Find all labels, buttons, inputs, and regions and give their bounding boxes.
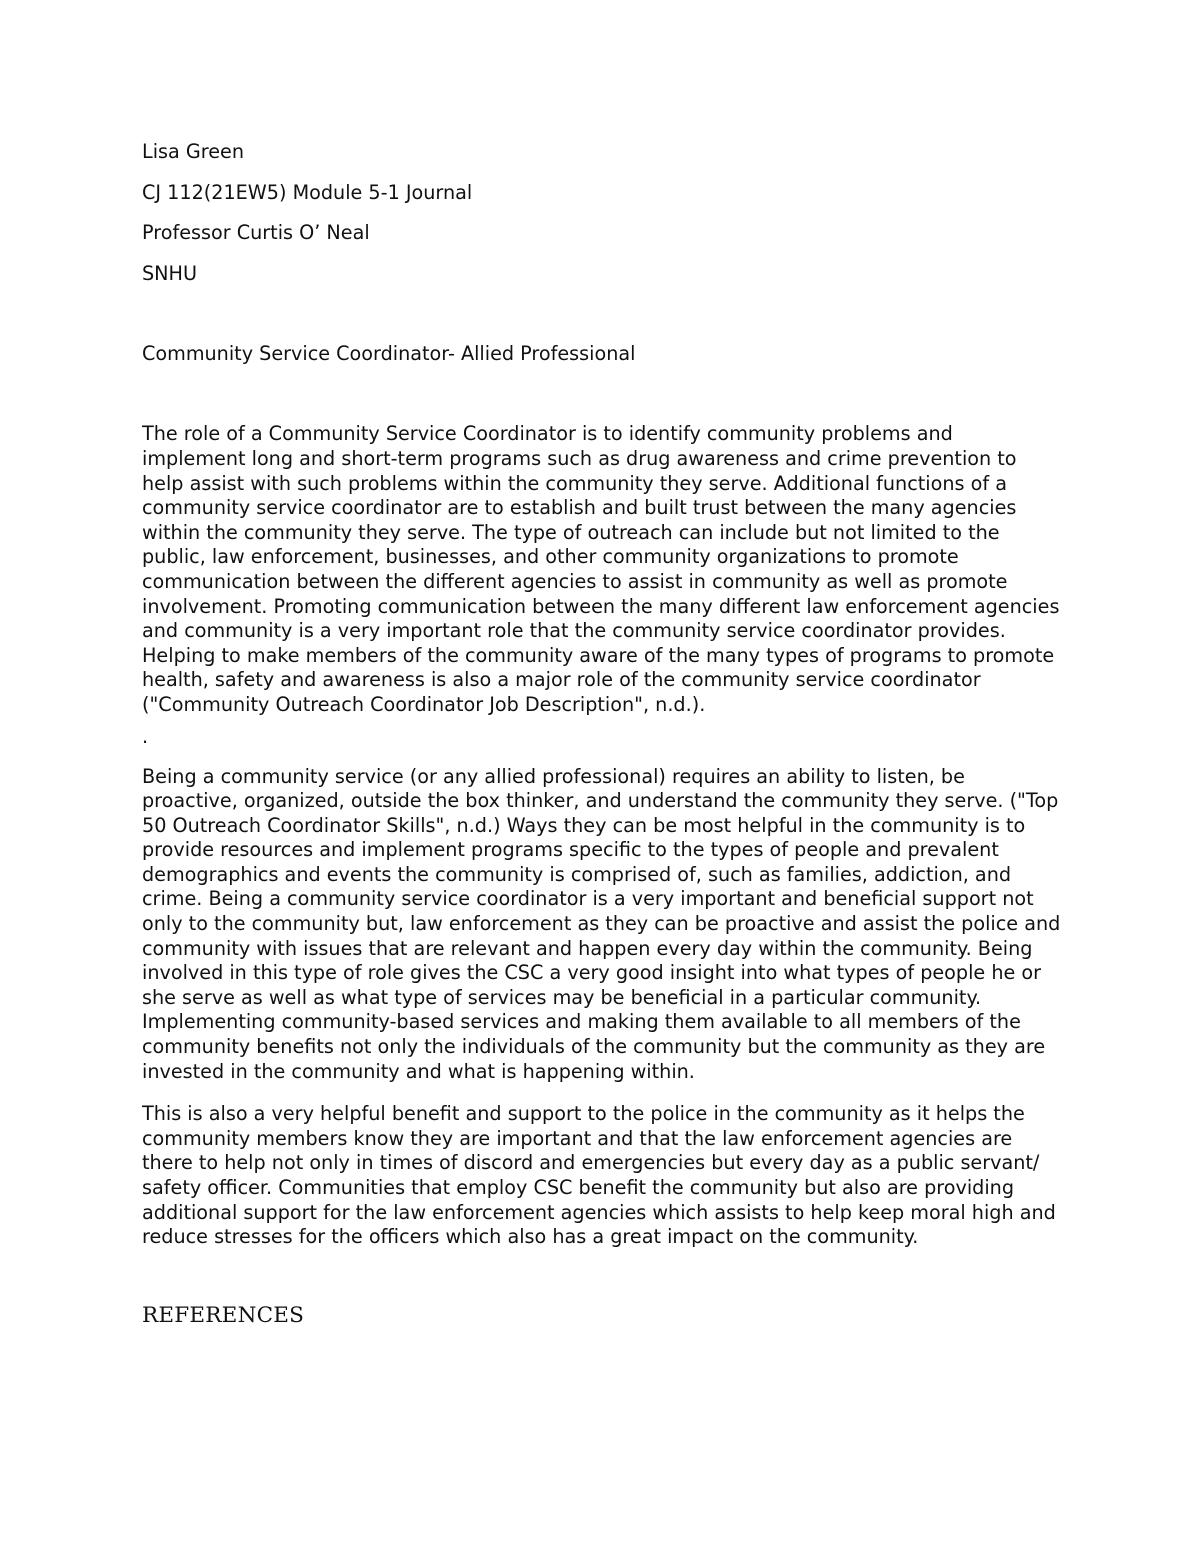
references-heading: REFERENCES <box>142 1302 305 1328</box>
paragraph-benefits: This is also a very helpful benefit and support to the police in the community as it helps the community members know they are important and that the law enforcement agencies are there to help not only in times of discord and emergencies but every day as a public servant/ safety officer. Communities that employ CSC benefit the community but also are providing additional support for the law enforcement agencies which assists to help keep moral high and reduce stresses for the officers which also has a great impact on the community. <box>142 1102 1056 1249</box>
course-line: CJ 112(21EW5) Module 5-1 Journal <box>142 180 473 204</box>
professor-line: Professor Curtis O’ Neal <box>142 221 370 245</box>
paragraph-role: The role of a Community Service Coordinator is to identify community problems and implement long and short-term programs such as drug awareness and crime prevention to help assist with such problems within the community they serve. Additional functions of a community service coordinator are to establish and built trust between the many agencies within the community they serve. The type of outreach can include but not limited to the public, law enforcement, businesses, and other community organizations to promote communication between the different agencies to assist in community as well as promote involvement. Promoting communication between the many different law enforcement agencies and community is a very important role that the community service coordinator provides. Helping to make members of the community aware of the many types of programs to promote health, safety and awareness is also a major role of the community service coordinator ("Community Outreach Coordinator Job Description", n.d.). <box>142 422 1060 716</box>
paragraph-skills: Being a community service (or any allied professional) requires an ability to listen, be proactive, organized, outside the box thinker, and understand the community they serve. ("Top 50 Outreach Coordinator Skills", n.d.) Ways they can be most helpful in the community is to provide resources and implement programs specific to the types of people and prevalent demographics and events the community is comprised of, such as families, addiction, and crime. Being a community service coordinator is a very important and beneficial support not only to the community but, law enforcement as they can be proactive and assist the police and community with issues that are relevant and happen every day within the community. Being involved in this type of role gives the CSC a very good insight into what types of people he or she serve as well as what type of services may be beneficial in a particular community. Implementing community-based services and making them available to all members of the community benefits not only the individuals of the community but the community as they are invested in the community and what is happening within. <box>142 764 1061 1083</box>
school-line: SNHU <box>142 261 198 285</box>
paragraph-dot: . <box>142 724 149 748</box>
author-name: Lisa Green <box>142 140 244 163</box>
document-title: Community Service Coordinator- Allied Professional <box>142 342 636 366</box>
document-content <box>142 140 1062 1328</box>
